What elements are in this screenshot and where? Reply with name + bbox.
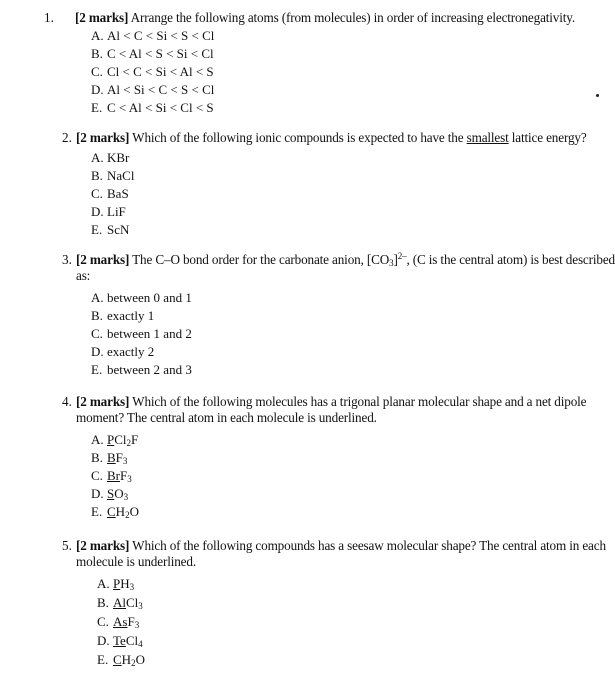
option-b[interactable]: B. $BF_3$ — [91, 450, 128, 466]
question-2-prompt — [76, 130, 587, 145]
option-a[interactable]: A. $PH_3$ — [97, 576, 135, 592]
option-e[interactable]: E. C < Al < Si < Cl < S — [91, 100, 214, 115]
option-b[interactable]: B. AlCl$_3$ — [97, 595, 143, 611]
marks-label: [2 marks] — [76, 394, 130, 409]
option-d[interactable]: D. LiF — [91, 204, 126, 219]
option-c[interactable]: C. BaS — [91, 186, 129, 201]
option-d[interactable]: D. $SO_3$ — [91, 486, 129, 502]
option-a[interactable]: A. KBr — [91, 150, 130, 165]
option-b[interactable]: B. NaCl — [91, 168, 135, 183]
question-5-prompt-line2: molecule is underlined. — [76, 554, 196, 569]
option-a[interactable]: A. PCl$_2$F — [91, 432, 139, 448]
stray-mark — [596, 94, 599, 97]
marks-label: [2 marks] — [75, 10, 129, 25]
option-e[interactable]: E. ScN — [91, 222, 130, 237]
charge-superscript: 2– — [397, 251, 407, 261]
question-4-prompt-line2: moment? The central atom in each molecule is underlined. — [76, 410, 377, 425]
option-c[interactable]: C. between 1 and 2 — [91, 326, 192, 341]
question-text: The C–O bond order for the carbonate anion, [CO — [132, 252, 390, 267]
option-a[interactable]: A. Al < C < Si < S < Cl — [91, 28, 215, 43]
question-text: Which of the following ionic compounds is expected to have the — [132, 130, 464, 145]
question-number: 1. — [44, 10, 54, 25]
marks-label: [2 marks] — [76, 252, 130, 267]
question-text: Which of the following molecules has a trigonal planar molecular shape and a net dipole — [132, 394, 587, 409]
question-number: 3. — [62, 252, 72, 267]
emphasis-word: smallest — [466, 130, 509, 145]
question-3-prompt: [2 marks] The C–O bond order for the carbonate anion, $[CO_3]^{2-}$, (C is the central atom) is best described — [76, 251, 615, 268]
question-3-prompt-line2: as: — [76, 268, 91, 283]
question-4-prompt — [76, 394, 586, 409]
option-c[interactable]: C. AsF$_3$ — [97, 614, 140, 630]
question-5-prompt — [76, 538, 606, 553]
option-b[interactable]: B. C < Al < S < Si < Cl — [91, 46, 214, 61]
marks-label: [2 marks] — [76, 130, 130, 145]
option-e[interactable]: E. $CH_2O$ — [97, 652, 145, 668]
question-text-tail: , (C is the central atom) is best described — [406, 252, 615, 267]
option-c[interactable]: C. BrF$_3$ — [91, 468, 132, 484]
option-d[interactable]: D. TeCl$_4$ — [97, 633, 143, 649]
marks-label: [2 marks] — [76, 538, 130, 553]
option-e[interactable]: E. $CH_2O$ — [91, 504, 139, 520]
option-c[interactable]: C. Cl < C < Si < Al < S — [91, 64, 214, 79]
question-number: 2. — [62, 130, 72, 145]
subscript: 3 — [389, 258, 394, 268]
question-text-tail: lattice energy? — [511, 130, 587, 145]
option-b[interactable]: B. exactly 1 — [91, 308, 155, 323]
question-text: Which of the following compounds has a seesaw molecular shape? The central atom in each — [132, 538, 606, 553]
option-a[interactable]: A. between 0 and 1 — [91, 290, 192, 305]
option-d[interactable]: D. Al < Si < C < S < Cl — [91, 82, 215, 97]
question-1-prompt — [75, 10, 575, 25]
question-text: Arrange the following atoms (from molecules) in order of increasing electronegativity. — [130, 10, 576, 25]
question-number: 5. — [62, 538, 72, 553]
question-number: 4. — [62, 394, 72, 409]
option-d[interactable]: D. exactly 2 — [91, 344, 155, 359]
option-e[interactable]: E. between 2 and 3 — [91, 362, 192, 377]
